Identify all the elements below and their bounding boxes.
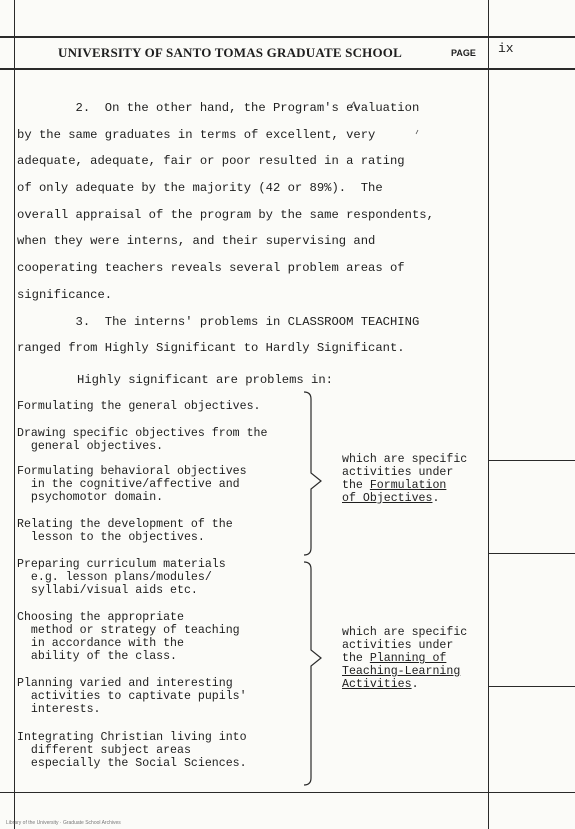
bracket-group1 — [304, 392, 321, 555]
note-emphasis: Planning of — [369, 652, 447, 665]
page-label: PAGE — [451, 48, 476, 58]
item-line: e.g. lesson plans/modules/ — [17, 571, 212, 584]
body-line: of only adequate by the majority (42 or 89%). The — [17, 181, 383, 196]
scribble-mark — [416, 130, 418, 134]
item-line: method or strategy of teaching — [17, 624, 240, 637]
item-line: different subject areas — [17, 744, 191, 757]
body-line: by the same graduates in terms of excellent, very — [17, 127, 376, 142]
body-line: adequate, adequate, fair or poor resulted in a rating — [17, 154, 405, 169]
note-emphasis: of Objectives — [342, 492, 433, 505]
intro-line: Highly significant are problems in: — [77, 373, 333, 387]
body-line: when they were interns, and their supervising and — [17, 234, 376, 249]
item-line: general objectives. — [17, 440, 164, 453]
bracket-group2 — [304, 562, 321, 785]
note-emphasis: Formulation — [369, 479, 447, 492]
item-line: lesson to the objectives. — [17, 531, 205, 544]
body-line: significance. — [17, 287, 113, 302]
item-line: Relating the development of the — [17, 518, 233, 531]
note-line: which are specific — [342, 453, 468, 466]
body-line: overall appraisal of the program by the same respondents, — [17, 207, 434, 222]
body-line: 2. On the other hand, the Program's evaluation — [17, 101, 420, 115]
item-line: in accordance with the — [17, 637, 184, 650]
body-line: ranged from Highly Significant to Hardly Significant. — [17, 341, 405, 356]
item-line: interests. — [17, 703, 101, 716]
item-line: Formulating behavioral objectives — [17, 465, 247, 478]
item-line: psychomotor domain. — [17, 491, 164, 504]
item-line: in the cognitive/affective and — [17, 478, 240, 491]
scribble-mark — [350, 102, 357, 109]
body-line: 3. The interns' problems in CLASSROOM TEACHING — [17, 314, 420, 329]
item-line: especially the Social Sciences. — [17, 757, 247, 770]
item-line: ability of the class. — [17, 650, 178, 663]
item-line: Formulating the general objectives. — [17, 400, 261, 413]
footer-text: Library of the University · Graduate School Archives — [6, 820, 121, 826]
item-line: Drawing specific objectives from the — [17, 427, 268, 440]
note-line: which are specific — [342, 626, 468, 639]
item-line: Integrating Christian living into — [17, 731, 247, 744]
item-line: activities to captivate pupils' — [17, 690, 247, 703]
body-line: cooperating teachers reveals several problem areas of — [17, 261, 405, 276]
item-line: Choosing the appropriate — [17, 611, 184, 624]
item-line: Planning varied and interesting — [17, 677, 233, 690]
note-period: . — [411, 678, 419, 691]
note-line: activities under — [342, 639, 454, 652]
note-emphasis: Teaching-Learning — [342, 665, 461, 678]
note-text: the — [342, 652, 370, 665]
header-title: UNIVERSITY OF SANTO TOMAS GRADUATE SCHOOL — [58, 45, 402, 60]
note-line: activities under — [342, 466, 454, 479]
note-period: . — [432, 492, 440, 505]
note-text: the — [342, 479, 370, 492]
item-line: syllabi/visual aids etc. — [17, 584, 198, 597]
note-emphasis: Activities — [342, 678, 412, 691]
page-number: ix — [498, 41, 514, 56]
item-line: Preparing curriculum materials — [17, 558, 226, 571]
